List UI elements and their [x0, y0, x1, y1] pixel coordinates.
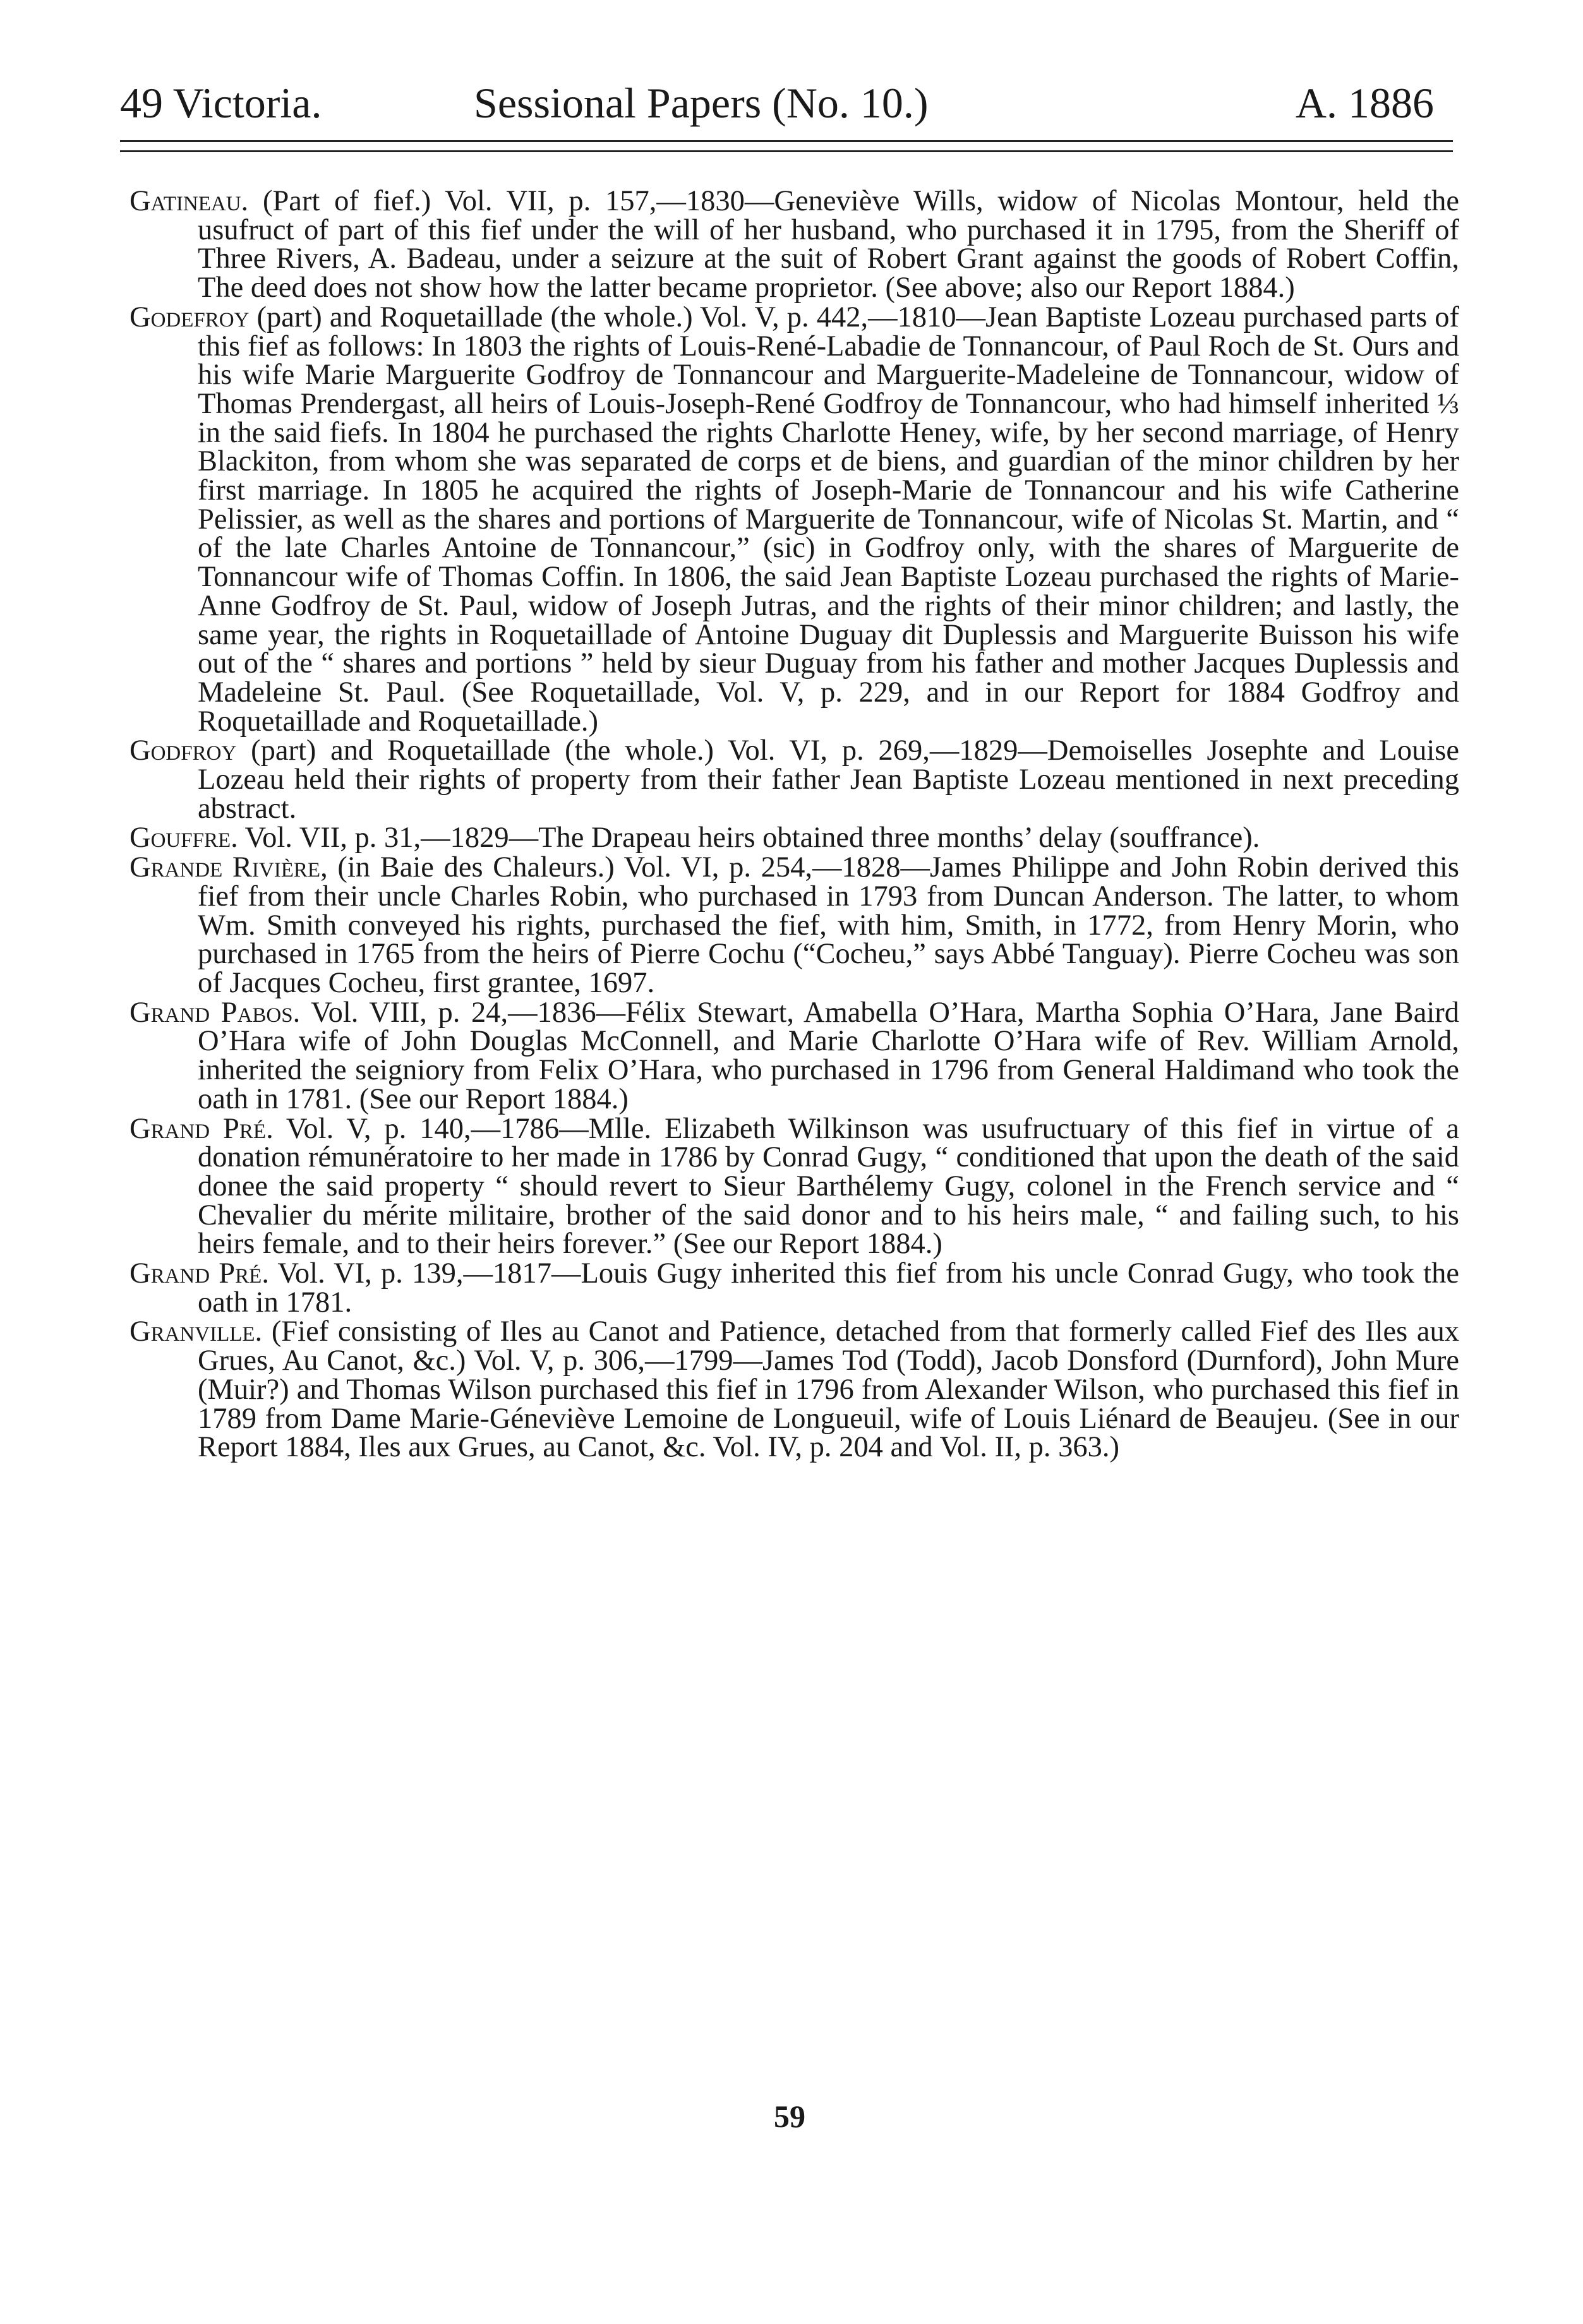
header-year: A. 1886 — [1295, 79, 1434, 127]
entry-term: Godfroy — [129, 734, 237, 767]
entry-term: Granville. — [129, 1315, 263, 1348]
entry-grand-pre-1817 — [129, 1259, 1459, 1317]
entry-term: Godefroy — [129, 301, 250, 333]
entry-body: (part) and Roquetaillade (the whole.) Vol. VI, p. 269,—1829—Demoiselles Josephte and Louise Lozeau held their rights of property from their father Jean Baptiste Lozeau mentioned in next preceding abstract. — [198, 734, 1459, 825]
entry-gouffre — [129, 824, 1459, 853]
entry-list — [129, 187, 1459, 1463]
entry-godfroy — [129, 736, 1459, 823]
header-session: 49 Victoria. — [120, 79, 322, 127]
header-title: Sessional Papers (No. 10.) — [474, 79, 929, 127]
entry-term: Grand Pré. — [129, 1112, 274, 1145]
entry-term: Grande Rivière, — [129, 851, 328, 884]
entry-grand-pre-1786 — [129, 1112, 1459, 1261]
entry-body: (Fief consisting of Iles au Canot and Patience, detached from that formerly called Fief des Iles aux Grues, Au Canot, &c.) Vol. V, p. 306,—1799—James Tod (Todd), Jacob Donsford (Durnford), John Mure (Muir?) and Thomas Wilson purchased this fief in 1796 from Alexander Wilson, who purchased this fief in 1789 from Dame Marie-Géneviève Lemoine de Longueuil, wife of Louis Liénard de Beaujeu. (See in our Report 1884, Iles aux Grues, au Canot, &c. Vol. IV, p. 204 and Vol. II, p. 363.) — [198, 1315, 1460, 1464]
entry-body: Vol. VII, p. 31,—1829—The Drapeau heirs obtained three months’ delay (souffrance). — [244, 822, 1260, 854]
entry-granville — [129, 1317, 1459, 1462]
entry-grand-pabos — [129, 998, 1459, 1114]
entry-body: Vol. V, p. 140,—1786—Mlle. Elizabeth Wilkinson was usufructuary of this fief in virtue of a donation rémunératoire to her made in 1786 by Conrad Gugy, “ conditioned that upon the death of the said donee the said property “ should revert to Sieur Barthélemy Gugy, colonel in the French service and “ Chevalier du mérite militaire, brother of the said donor and to his heirs male, “ and failing such, to his heirs female, and to their heirs forever.” (See our Report 1884.) — [198, 1112, 1459, 1261]
entry-gatineau — [129, 187, 1459, 302]
entry-body: Vol. VIII, p. 24,—1836—Félix Stewart, Amabella O’Hara, Martha Sophia O’Hara, Jane Baird O’Hara wife of John Douglas McConnell, and Marie Charlotte O’Hara wife of Rev. William Arnold, inherited the seigniory from Felix O’Hara, who purchased in 1796 from General Haldimand who took the oath in 1781. (See our Report 1884.) — [198, 996, 1459, 1115]
entry-grande-riviere — [129, 853, 1459, 998]
header-rule-top — [120, 140, 1453, 142]
entry-term: Gouffre. — [129, 822, 238, 854]
entry-body: (part) and Roquetaillade (the whole.) Vol. V, p. 442,—1810—Jean Baptiste Lozeau purchased parts of this fief as follows: In 1803 the rights of Louis-René-Labadie de Tonnancour, of Paul Roch de St. Ours and his wife Marie Marguerite Godfroy de Tonnancour and Marguerite-Madeleine de Tonnancour, widow of Thomas Prendergast, all heirs of Louis-Joseph-René Godfroy de Tonnancour, who had himself inherited ⅓ in the said fiefs. In 1804 he purchased the rights Charlotte Heney, wife, by her second marriage, of Henry Blackiton, from whom she was separated de corps et de biens, and guardian of the minor children by her first marriage. In 1805 he acquired the rights of Joseph-Marie de Tonnancour and his wife Catherine Pelissier, as well as the shares and portions of Marguerite de Tonnancour, wife of Nicolas St. Martin, and “ of the late Charles Antoine de Tonnancour,” (sic) in Godfroy only, with the shares of Marguerite de Tonnancour wife of Thomas Coffin. In 1806, the said Jean Baptiste Lozeau purchased the rights of Marie-Anne Godfroy de St. Paul, widow of Joseph Jutras, and the rights of their minor children; and lastly, the same year, the rights in Roquetaillade of Antoine Duguay dit Duplessis and Marguerite Buisson his wife out of the “ shares and portions ” held by sieur Duguay from his father and mother Jacques Duplessis and Madeleine St. Paul. (See Roquetaillade, Vol. V, p. 229, and in our Report for 1884 Godfroy and Roquetaillade and Roquetaillade.) — [198, 301, 1459, 738]
entry-godefroy — [129, 303, 1459, 736]
entry-body: Vol. VI, p. 139,—1817—Louis Gugy inherited this fief from his uncle Conrad Gugy, who took the oath in 1781. — [198, 1257, 1459, 1319]
page-number: 59 — [774, 2099, 805, 2134]
entry-body: (Part of fief.) Vol. VII, p. 157,—1830—Geneviève Wills, widow of Nicolas Montour, held the usufruct of part of this fief under the will of her husband, who purchased it in 1795, from the Sheriff of Three Rivers, A. Badeau, under a seizure at the suit of Robert Grant against the goods of Robert Coffin, The deed does not show how the latter became proprietor. (See above; also our Report 1884.) — [198, 185, 1459, 304]
entry-term: Grand Pré. — [129, 1257, 269, 1290]
entry-term: Gatineau. — [129, 185, 249, 217]
running-header — [120, 75, 1453, 131]
entry-term: Grand Pabos. — [129, 996, 301, 1029]
entry-body: (in Baie des Chaleurs.) Vol. VI, p. 254,—1828—James Philippe and John Robin derived this fief from their uncle Charles Robin, who purchased in 1793 from Duncan Anderson. The latter, to whom Wm. Smith conveyed his rights, purchased the fief, with him, Smith, in 1772, from Henry Morin, who purchased in 1765 from the heirs of Pierre Cochu (“Cocheu,” says Abbé Tanguay). Pierre Cocheu was son of Jacques Cocheu, first grantee, 1697. — [198, 851, 1460, 999]
header-rule-bottom — [120, 150, 1453, 152]
